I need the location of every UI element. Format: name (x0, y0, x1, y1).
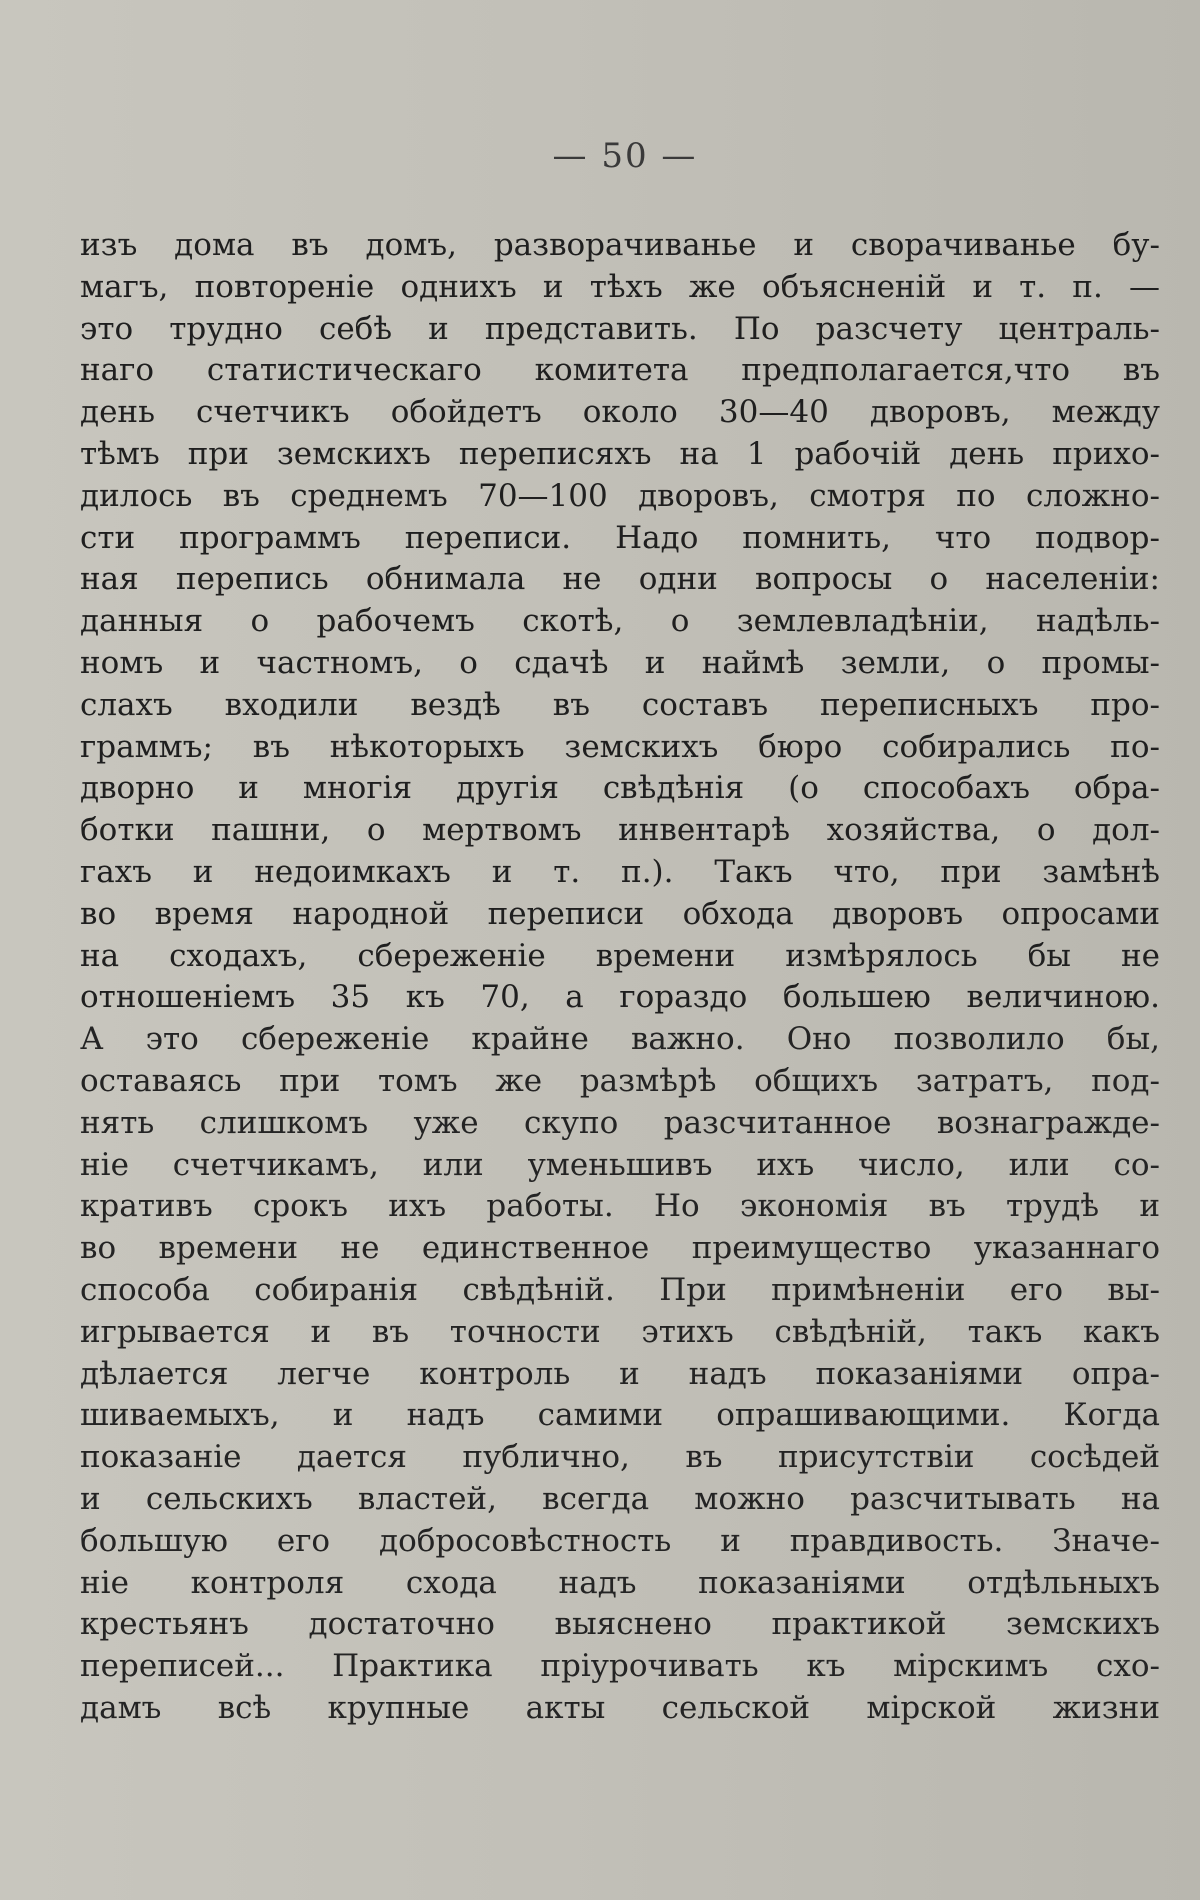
text-line: способа собиранія свѣдѣній. При примѣненіи его вы- (80, 1271, 1160, 1308)
text-line: и сельскихъ властей, всегда можно разсчитывать на (80, 1480, 1160, 1517)
text-line: ботки пашни, о мертвомъ инвентарѣ хозяйства, о дол- (80, 812, 1160, 849)
text-line: на сходахъ, сбереженіе времени измѣрялось бы не (80, 937, 1160, 974)
text-line: шиваемыхъ, и надъ самими опрашивающими. Когда (80, 1397, 1160, 1434)
text-line: дилось въ среднемъ 70—100 дворовъ, смотря по сложно- (80, 477, 1160, 514)
page-number: — 50 — (552, 136, 698, 176)
text-line: нять слишкомъ уже скупо разсчитанное вознагражде- (80, 1104, 1160, 1141)
text-line: дѣлается легче контроль и надъ показаніями опра- (80, 1355, 1160, 1392)
text-line: гахъ и недоимкахъ и т. п.). Такъ что, при замѣнѣ (80, 853, 1160, 890)
text-line: граммъ; въ нѣкоторыхъ земскихъ бюро собирались по- (80, 728, 1160, 765)
text-line: дамъ всѣ крупные акты сельской мірской жизни (80, 1689, 1160, 1726)
text-line: изъ дома въ домъ, разворачиванье и сворачиванье бу- (80, 227, 1160, 263)
text-line: большую его добросовѣстность и правдивость. Значе- (80, 1522, 1160, 1559)
text-line: А это сбереженіе крайне важно. Оно позволило бы, (80, 1021, 1160, 1058)
text-line: магъ, повтореніе однихъ и тѣхъ же объясненій и т. п. — (80, 268, 1160, 305)
text-line: сти программъ переписи. Надо помнить, что подвор- (80, 519, 1160, 556)
text-line: ніе контроля схода надъ показаніями отдѣльныхъ (80, 1564, 1160, 1601)
text-line: наго статистическаго комитета предполагается,что въ (80, 352, 1160, 389)
text-line: тѣмъ при земскихъ переписяхъ на 1 рабочій день прихо- (80, 435, 1160, 472)
text-line: отношеніемъ 35 къ 70, а гораздо большею величиною. (80, 979, 1160, 1016)
body-text (80, 225, 1160, 1730)
text-line: игрывается и въ точности этихъ свѣдѣній, такъ какъ (80, 1313, 1160, 1350)
text-line: показаніе дается публично, въ присутствіи сосѣдей (80, 1439, 1160, 1476)
text-line: слахъ входили вездѣ въ составъ переписныхъ про- (80, 686, 1160, 723)
text-line: ніе счетчикамъ, или уменьшивъ ихъ число, или со- (80, 1146, 1160, 1183)
text-line: день счетчикъ обойдетъ около 30—40 дворовъ, между (80, 394, 1160, 431)
text-line: кративъ срокъ ихъ работы. Но экономія въ трудѣ и (80, 1188, 1160, 1225)
text-line: во время народной переписи обхода дворовъ опросами (80, 895, 1160, 932)
text-line: крестьянъ достаточно выяснено практикой земскихъ (80, 1606, 1160, 1643)
text-line: данныя о рабочемъ скотѣ, о землевладѣніи, надѣль- (80, 603, 1160, 640)
text-line: это трудно себѣ и представить. По разсчету централь- (80, 310, 1160, 347)
text-line: дворно и многія другія свѣдѣнія (о способахъ обра- (80, 770, 1160, 807)
text-line: во времени не единственное преимущество указаннаго (80, 1230, 1160, 1267)
text-line: ная перепись обнимала не одни вопросы о населеніи: (80, 561, 1160, 598)
text-line: переписей... Практика пріурочивать къ мірскимъ схо- (80, 1648, 1160, 1685)
text-line: номъ и частномъ, о сдачѣ и наймѣ земли, о промы- (80, 644, 1160, 681)
text-line: оставаясь при томъ же размѣрѣ общихъ затратъ, под- (80, 1062, 1160, 1099)
